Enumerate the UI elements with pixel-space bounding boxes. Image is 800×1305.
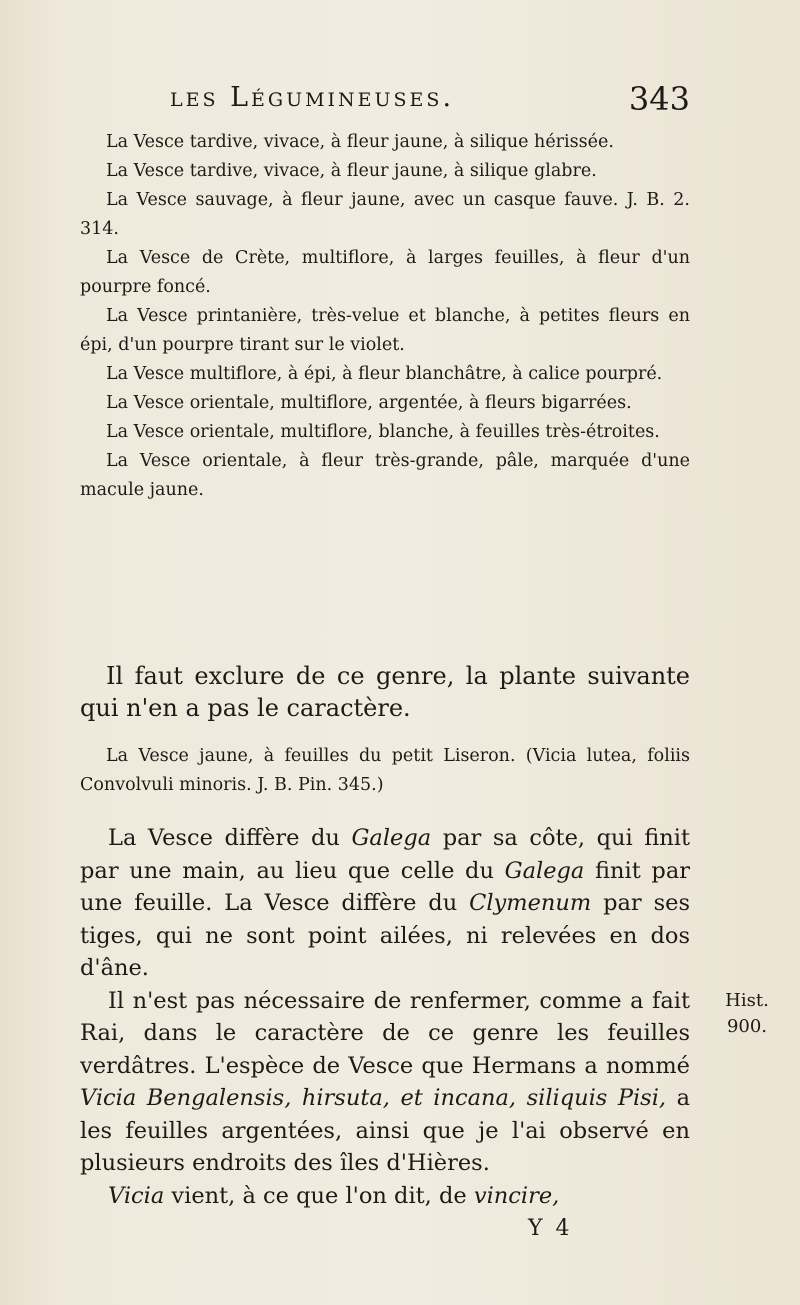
species-entry: La Vesce orientale, multiflore, blanche, à feuilles très-étroites. — [106, 422, 660, 442]
species-entry: La Vesce orientale, à fleur très-grande, pâle, marquée d'une macule jaune. — [80, 451, 690, 500]
italic-term: Clymenum — [469, 890, 592, 916]
excluded-species: La Vesce jaune, à feuilles du petit Liseron. (Vicia lutea, foliis Convolvuli minoris. J. B. Pin. 345.) — [80, 746, 690, 795]
species-entry: La Vesce tardive, vivace, à fleur jaune, à silique hérissée. — [106, 132, 614, 152]
margin-note — [712, 988, 782, 1040]
italic-term: Galega — [351, 825, 432, 851]
exclusion-note: Il faut exclure de ce genre, la plante suivante qui n'en a pas le caractère. — [80, 662, 690, 722]
species-entry: La Vesce printanière, très-velue et blanche, à petites fleurs en épi, d'un pourpre tirant sur le violet. — [80, 306, 690, 355]
species-entry: La Vesce sauvage, à fleur jaune, avec un casque fauve. J. B. 2. 314. — [80, 190, 690, 239]
species-entry: La Vesce orientale, multiflore, argentée, à fleurs bigarrées. — [106, 393, 632, 413]
signature-mark: Y 4 — [528, 1216, 573, 1241]
paragraph-rai — [80, 985, 690, 1180]
page-header — [170, 80, 690, 124]
body-text — [80, 822, 690, 1212]
text-run: par ses tiges, qui ne sont point ailées, ni relevées en dos d'âne. — [80, 890, 690, 981]
text-run: a les feuilles argentées, ainsi que je l'ai observé en plusieurs endroits des îles d'Hières. — [80, 1085, 690, 1176]
page-number: 343 — [628, 80, 690, 118]
paragraph-vicia — [80, 1180, 690, 1213]
margin-note-line: 900. — [726, 1016, 768, 1037]
margin-note-line: Hist. — [725, 990, 769, 1011]
italic-term: Galega — [504, 857, 585, 884]
text-run: par sa côte, qui finit par une main, au lieu que celle du — [80, 825, 690, 884]
running-title: les Légumineuses. — [170, 82, 455, 113]
text-run: finit par une feuille. La Vesce diffère du — [80, 857, 690, 916]
italic-term: Vicia Bengalensis, hirsuta, et incana, siliquis Pisi, — [80, 1085, 667, 1111]
paragraph-galega — [80, 822, 690, 985]
species-list — [80, 128, 690, 505]
italic-term: Vicia — [108, 1182, 165, 1209]
text-run: vient, à ce que l'on dit, de — [164, 1182, 474, 1209]
text-run: Il n'est pas nécessaire de renfermer, comme a fait Rai, dans le caractère de ce genre les feuilles verdâtres. L'espèce de Vesce que Hermans a nommé — [80, 987, 690, 1079]
text-run: La Vesce diffère du — [108, 825, 352, 851]
species-entry: La Vesce multiflore, à épi, à fleur blanchâtre, à calice pourpré. — [106, 364, 663, 384]
species-entry: La Vesce de Crète, multiflore, à larges feuilles, à fleur d'un pourpre foncé. — [80, 248, 690, 297]
italic-term: vincire, — [473, 1182, 560, 1209]
species-entry: La Vesce tardive, vivace, à fleur jaune, à silique glabre. — [106, 161, 597, 181]
